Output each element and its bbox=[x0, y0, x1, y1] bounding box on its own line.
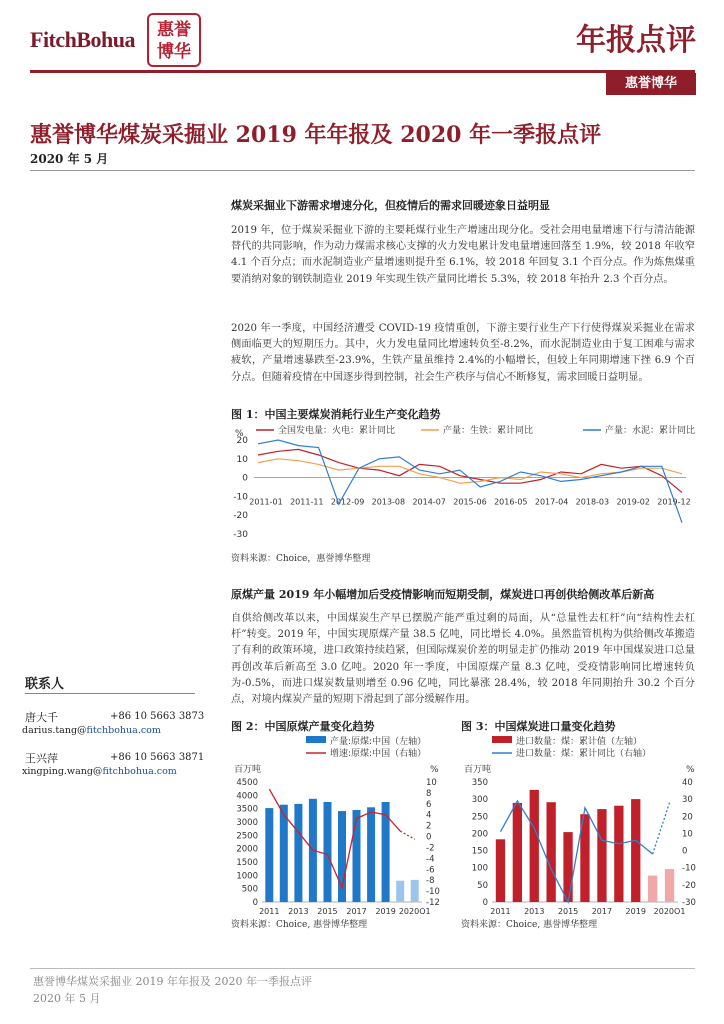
figure3-legend-line-label: 进口数量：煤：累计同比（右轴） bbox=[516, 749, 652, 759]
section1-para2: 2020 年一季度，中国经济遭受 COVID-19 疫情重创，下游主要行业生产下行使得煤炭采掘业在需求侧面临更大的短期压力。其中，火力发电量同比增速转负至-8.2%，而水泥制造业由于复工困难与需求疲软，产量增速暴跌至-23.9%，生铁产量虽维持 2.4%的小幅增长，但较上年同期增速下挫 6.9 个百分点。但随着疫情在中国逐步得到控制，社会生产秩序与信心不断修复，需求回暖日益明显。 bbox=[231, 323, 695, 383]
figure2-right-tick: -2 bbox=[426, 843, 435, 854]
figure1-y-tick: 20 bbox=[236, 436, 248, 446]
figure1-chart bbox=[226, 420, 696, 548]
figure3-right-unit: % bbox=[686, 765, 695, 775]
figure3-x-tick: 2017 bbox=[591, 907, 613, 914]
figure2-left-tick: 1000 bbox=[236, 871, 258, 882]
figure2-bar bbox=[396, 881, 404, 902]
figure3-chart bbox=[456, 734, 696, 914]
figure1-title: 图 1：中国主要煤炭消耗行业生产变化趋势 bbox=[231, 408, 441, 421]
figure1-x-tick: 2017-04 bbox=[534, 497, 569, 507]
figure2-title: 图 2：中国原煤产量变化趋势 bbox=[231, 720, 375, 733]
figure2-right-tick: -12 bbox=[426, 898, 440, 908]
figure2-legend-line-label: 增速:原煤:中国（右轴） bbox=[330, 749, 427, 759]
figure2-right-tick: -6 bbox=[426, 865, 435, 876]
figure1-source: 资料来源：Choice，惠誉博华整理 bbox=[231, 554, 371, 564]
figure2-bar bbox=[367, 807, 375, 902]
figure2-bar bbox=[353, 810, 361, 902]
figure3-bar bbox=[563, 832, 572, 902]
figure2-right-tick: 4 bbox=[426, 810, 432, 821]
header-rule bbox=[30, 70, 695, 73]
figure1-unit: % bbox=[235, 429, 244, 439]
figure2-source: 资料来源：Choice, 惠誉博华整理 bbox=[231, 920, 368, 930]
figure1-series-line bbox=[258, 459, 682, 483]
figure3-bar bbox=[530, 790, 539, 902]
figure2-right-tick: -4 bbox=[426, 854, 435, 865]
figure1-series-line bbox=[258, 440, 682, 523]
figure2-right-tick: 2 bbox=[426, 821, 432, 832]
figure3-right-tick: 30 bbox=[682, 795, 693, 806]
figure2-bar bbox=[411, 880, 419, 902]
figure2-left-tick: 4500 bbox=[236, 778, 258, 788]
figure1-x-tick: 2018-03 bbox=[575, 497, 610, 507]
contact2-phone: +86 10 5663 3871 bbox=[110, 752, 205, 763]
figure3-x-tick: 2013 bbox=[524, 907, 545, 914]
figure2-right-tick: 0 bbox=[426, 832, 432, 843]
figure3-right-tick: -30 bbox=[682, 898, 696, 908]
footer-title: 惠誉博华煤炭采掘业 2019 年年报及 2020 年一季报点评 bbox=[33, 975, 312, 988]
logo-seal bbox=[147, 13, 201, 67]
figure3-right-tick: 40 bbox=[682, 778, 693, 788]
figure2-left-tick: 3500 bbox=[236, 804, 258, 815]
figure1-x-tick: 2019-02 bbox=[616, 497, 650, 507]
doc-title: 惠誉博华煤炭采掘业 2019 年年报及 2020 年一季报点评 bbox=[30, 122, 602, 148]
figure1-y-tick: -10 bbox=[233, 492, 248, 503]
contacts-heading: 联系人 bbox=[25, 677, 65, 692]
figure3-right-tick: -20 bbox=[682, 880, 696, 891]
figure3-legend-bar-label: 进口数量：煤：累计值（左轴） bbox=[516, 737, 643, 747]
figure2-left-tick: 2500 bbox=[236, 831, 258, 842]
figure3-x-tick: 2019 bbox=[625, 907, 646, 914]
figure3-left-unit: 百万吨 bbox=[464, 765, 492, 775]
figure2-x-tick: 2020Q1 bbox=[398, 907, 431, 914]
figure2-bar bbox=[294, 804, 302, 902]
contacts-rule bbox=[25, 693, 195, 694]
figure3-legend-bar-swatch bbox=[492, 736, 512, 743]
figure2-left-tick: 4000 bbox=[236, 791, 258, 802]
figure2-legend-bar-label: 产量:原煤:中国（左轴） bbox=[330, 737, 427, 747]
figure1-y-tick: 0 bbox=[242, 473, 248, 484]
figure1-x-tick: 2012-09 bbox=[330, 497, 365, 507]
figure2-x-tick: 2015 bbox=[317, 907, 338, 914]
figure2-left-tick: 500 bbox=[241, 884, 258, 895]
figure2-right-tick: 8 bbox=[426, 788, 432, 799]
figure3-bar bbox=[614, 806, 623, 902]
footer-date: 2020 年 5 月 bbox=[33, 992, 101, 1005]
brand-tag: 惠誉博华 bbox=[606, 73, 696, 95]
figure2-left-tick: 1500 bbox=[236, 858, 258, 868]
figure2-x-tick: 2017 bbox=[346, 907, 367, 914]
figure2-right-unit: % bbox=[430, 765, 439, 775]
figure3-bar bbox=[648, 876, 657, 902]
figure3-left-tick: 200 bbox=[471, 829, 488, 840]
figure2-legend-bar-swatch bbox=[306, 736, 326, 743]
figure3-growth-line bbox=[501, 801, 653, 902]
figure1-x-tick: 2013-08 bbox=[371, 497, 406, 507]
figure3-right-tick: -10 bbox=[682, 863, 696, 874]
figure1-x-tick: 2015-06 bbox=[453, 497, 487, 507]
figure3-bar bbox=[496, 839, 505, 902]
figure1-legend-label: 产量：生铁：累计同比 bbox=[443, 426, 534, 436]
figure1-x-tick: 2011-11 bbox=[290, 497, 324, 507]
section2-heading: 原煤产量 2019 年小幅增加后受疫情影响而短期受制，煤炭进口再创供给侧改革后新高 bbox=[231, 588, 655, 601]
figure1-legend bbox=[256, 424, 695, 436]
figure3-right-tick: 20 bbox=[682, 812, 693, 823]
figure2-right-tick: 10 bbox=[426, 778, 437, 788]
figure3-right-tick: 0 bbox=[682, 846, 688, 857]
logo-text: FitchBohua bbox=[30, 27, 136, 52]
figure2-bar bbox=[280, 805, 288, 902]
section1-para1: 2019 年，位于煤炭采掘业下游的主要耗煤行业生产增速出现分化。受社会用电量增速下行与清洁能源替代的共同影响，作为动力煤需求核心支撑的火力发电累计发电量增速回落至 1.9%，较 2018 年收窄 4.1 个百分点；而水泥制造业产量增速则提升至 6.1%，较 2018 年回复 3.1 个百分点。作为炼焦煤重要消纳对象的钢铁制造业 2019 年实现生铁产量同比增长 5.3%，较 2018 年抬升 2.3 个百分点。 bbox=[231, 225, 695, 285]
figure1-x-tick: 2011-01 bbox=[249, 497, 283, 507]
section2-para: 自供给侧改革以来，中国煤炭生产早已摆脱产能严重过剩的局面，从“总量性去杠杆”向“结构性去杠杆”转变。2019 年，中国实现原煤产量 38.5 亿吨，同比增长 4.0%。虽然监管机构为供给侧改革搬造了有利的政策环境，进口政策持续趋紧，但国际煤炭价差的明显走扩仍推动 2019 年中国煤炭进口总量再创改革后新高至 3.0 亿吨。2020 年一季度，中国原煤产量 8.3 亿吨，受疫情影响同比增速转负为-0.5%，而进口煤炭数量则增至 0.96 亿吨，同比暴涨 28.4%，较 2018 年同期抬升 30.2 个百分点，对境内煤炭产量的短期下滑起到了部分缓解作用。 bbox=[231, 613, 695, 706]
contact1-name: 唐大千 bbox=[25, 711, 58, 724]
figure3-source: 资料来源：Choice, 惠誉博华整理 bbox=[461, 920, 598, 930]
figure3-x-tick: 2020Q1 bbox=[653, 907, 686, 914]
figure3-bar bbox=[631, 799, 640, 902]
figure1-legend-label: 全国发电量：火电：累计同比 bbox=[278, 426, 396, 436]
figure2-growth-line-dashed bbox=[400, 831, 415, 839]
figure2-right-tick: -10 bbox=[426, 887, 440, 898]
figure3-title: 图 3：中国煤炭进口量变化趋势 bbox=[461, 720, 616, 733]
contact2-name: 王兴萍 bbox=[25, 752, 58, 765]
figure2-left-tick: 0 bbox=[252, 898, 258, 908]
figure2-left-tick: 3000 bbox=[236, 818, 258, 828]
figure2-left-tick: 2000 bbox=[236, 844, 258, 855]
contact1-email[interactable]: darius.tang@fitchbohua.com bbox=[22, 725, 161, 736]
figure3-bar bbox=[665, 869, 674, 902]
figure2-growth-line bbox=[269, 789, 400, 888]
section1-heading: 煤炭采掘业下游需求增速分化，但疫情后的需求回暖迹象日益明显 bbox=[231, 199, 550, 212]
figure2-x-tick: 2019 bbox=[375, 907, 396, 914]
logo-seal-line2: 博华 bbox=[157, 42, 191, 62]
contact1-phone: +86 10 5663 3873 bbox=[110, 711, 205, 722]
figure3-left-tick: 350 bbox=[471, 778, 488, 788]
figure1-legend-label: 产量：水泥：累计同比 bbox=[605, 426, 696, 436]
figure3-left-tick: 0 bbox=[482, 898, 488, 908]
figure2-right-tick: 6 bbox=[426, 799, 432, 810]
figure1-y-tick: -30 bbox=[233, 530, 248, 540]
figure3-bar bbox=[547, 802, 556, 902]
figure2-x-tick: 2011 bbox=[259, 907, 280, 914]
figure3-left-tick: 50 bbox=[477, 880, 488, 891]
figure2-x-tick: 2013 bbox=[288, 907, 309, 914]
figure3-left-tick: 300 bbox=[471, 795, 488, 806]
figure3-left-tick: 100 bbox=[471, 863, 488, 874]
doc-date: 2020 年 5 月 bbox=[30, 152, 109, 166]
figure3-x-tick: 2011 bbox=[490, 907, 511, 914]
figure3-x-tick: 2015 bbox=[557, 907, 579, 914]
report-type: 年报点评 bbox=[576, 23, 696, 58]
figure1-y-tick: -20 bbox=[233, 511, 248, 522]
figure2-bar bbox=[265, 808, 273, 902]
figure2-left-unit: 百万吨 bbox=[234, 765, 262, 775]
contact2-email[interactable]: xingping.wang@fitchbohua.com bbox=[22, 766, 177, 777]
figure2-chart bbox=[226, 734, 451, 914]
logo-seal-line1: 惠誉 bbox=[157, 20, 191, 40]
figure3-growth-line-dashed bbox=[653, 803, 670, 854]
title-rule bbox=[30, 170, 695, 171]
footer-rule bbox=[30, 968, 695, 969]
figure3-left-tick: 250 bbox=[471, 812, 488, 823]
figure2-right-tick: -8 bbox=[426, 876, 435, 887]
figure1-x-tick: 2014-07 bbox=[412, 497, 446, 507]
figure3-bar bbox=[597, 809, 606, 902]
figure3-right-tick: 10 bbox=[682, 829, 693, 840]
figure2-bar bbox=[324, 802, 332, 902]
figure1-x-tick: 2016-05 bbox=[494, 497, 528, 507]
figure3-bar bbox=[513, 803, 522, 902]
figure1-x-tick: 2019-12 bbox=[657, 497, 691, 507]
figure1-y-tick: 10 bbox=[236, 454, 248, 465]
figure3-left-tick: 150 bbox=[471, 846, 488, 857]
